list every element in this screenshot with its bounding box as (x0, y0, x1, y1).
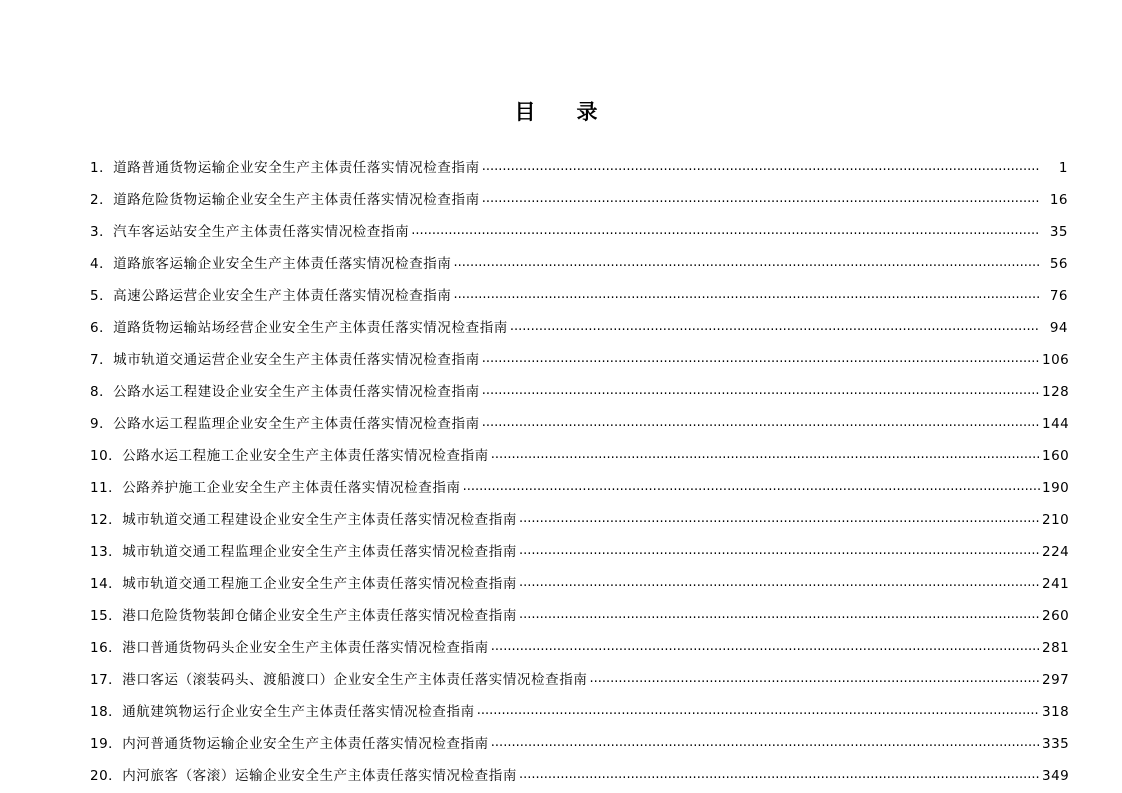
toc-entry-page-number: 106 (1042, 352, 1070, 368)
toc-entry[interactable] (0, 578, 1122, 610)
toc-entry-title: 通航建筑物运行企业安全生产主体责任落实情况检查指南 (122, 704, 475, 720)
toc-entry-title: 道路货物运输站场经营企业安全生产主体责任落实情况检查指南 (113, 320, 508, 336)
toc-leader-dots (477, 704, 1040, 717)
toc-entry-number: 8． (90, 384, 114, 400)
page-title: 目 录 (514, 100, 608, 124)
toc-entry-page-number: 241 (1042, 576, 1070, 592)
toc-leader-dots (454, 288, 1041, 301)
toc-entry-page-number: 349 (1042, 768, 1070, 784)
toc-entry-page-number: 128 (1042, 384, 1070, 400)
toc-entry-title: 汽车客运站安全生产主体责任落实情况检查指南 (113, 224, 410, 240)
toc-entry-number: 6． (90, 320, 114, 336)
toc-entry[interactable] (0, 322, 1122, 354)
toc-entry[interactable] (0, 610, 1122, 642)
toc-entry-number: 15． (90, 608, 123, 624)
toc-entry-title: 内河普通货物运输企业安全生产主体责任落实情况检查指南 (122, 736, 489, 752)
toc-entry-page-number: 56 (1049, 256, 1068, 272)
toc-entry-title: 港口危险货物装卸仓储企业安全生产主体责任落实情况检查指南 (122, 608, 517, 624)
toc-entry-title: 港口普通货物码头企业安全生产主体责任落实情况检查指南 (122, 640, 489, 656)
toc-entry-number: 20． (90, 768, 123, 784)
toc-entry-title: 高速公路运营企业安全生产主体责任落实情况检查指南 (113, 288, 452, 304)
toc-entry-page-number: 1 (1058, 160, 1068, 176)
toc-entry-page-number: 16 (1049, 192, 1068, 208)
toc-leader-dots (519, 576, 1040, 589)
toc-entry-number: 2． (90, 192, 114, 208)
toc-entry-page-number: 297 (1042, 672, 1070, 688)
toc-entry-number: 10． (90, 448, 123, 464)
toc-entry-page-number: 260 (1042, 608, 1070, 624)
toc-entry[interactable] (0, 194, 1122, 226)
toc-entry[interactable] (0, 354, 1122, 386)
toc-leader-dots (519, 768, 1040, 781)
toc-entry[interactable] (0, 770, 1122, 793)
toc-leader-dots (482, 352, 1040, 365)
toc-leader-dots (411, 224, 1040, 237)
toc-entry-title: 城市轨道交通工程施工企业安全生产主体责任落实情况检查指南 (122, 576, 517, 592)
toc-entry-title: 道路危险货物运输企业安全生产主体责任落实情况检查指南 (113, 192, 480, 208)
toc-entry-title: 城市轨道交通运营企业安全生产主体责任落实情况检查指南 (113, 352, 480, 368)
toc-entry[interactable] (0, 482, 1122, 514)
toc-entry[interactable] (0, 514, 1122, 546)
toc-entry-title: 港口客运（滚装码头、渡船渡口）企业安全生产主体责任落实情况检查指南 (122, 672, 588, 688)
toc-entry-number: 16． (90, 640, 123, 656)
toc-entry-title: 公路水运工程施工企业安全生产主体责任落实情况检查指南 (122, 448, 489, 464)
toc-leader-dots (482, 416, 1040, 429)
toc-entry-number: 3． (90, 224, 114, 240)
toc-entry-number: 14． (90, 576, 123, 592)
toc-leader-dots (510, 320, 1040, 333)
toc-entry-number: 5． (90, 288, 114, 304)
toc-entry[interactable] (0, 642, 1122, 674)
toc-entry[interactable] (0, 162, 1122, 194)
toc-entry-number: 1． (90, 160, 114, 176)
toc-entry[interactable] (0, 386, 1122, 418)
toc-entry-page-number: 76 (1049, 288, 1068, 304)
toc-entry-number: 4． (90, 256, 114, 272)
table-of-contents (0, 162, 1122, 793)
toc-leader-dots (463, 480, 1040, 493)
toc-entry[interactable] (0, 706, 1122, 738)
toc-entry-page-number: 144 (1042, 416, 1070, 432)
toc-leader-dots (482, 384, 1040, 397)
toc-entry-title: 公路养护施工企业安全生产主体责任落实情况检查指南 (122, 480, 461, 496)
toc-entry[interactable] (0, 738, 1122, 770)
toc-leader-dots (491, 736, 1040, 749)
toc-entry-number: 9． (90, 416, 114, 432)
toc-entry-page-number: 318 (1042, 704, 1070, 720)
toc-entry-page-number: 281 (1042, 640, 1070, 656)
toc-entry-page-number: 160 (1042, 448, 1070, 464)
toc-entry-page-number: 35 (1049, 224, 1068, 240)
toc-entry[interactable] (0, 226, 1122, 258)
toc-entry[interactable] (0, 290, 1122, 322)
toc-leader-dots (454, 256, 1041, 269)
toc-entry-page-number: 210 (1042, 512, 1070, 528)
toc-entry-title: 内河旅客（客滚）运输企业安全生产主体责任落实情况检查指南 (122, 768, 517, 784)
toc-leader-dots (590, 672, 1041, 685)
toc-entry-page-number: 94 (1049, 320, 1068, 336)
toc-entry-page-number: 335 (1042, 736, 1070, 752)
toc-leader-dots (519, 608, 1040, 621)
toc-entry[interactable] (0, 674, 1122, 706)
toc-entry-page-number: 224 (1042, 544, 1070, 560)
toc-entry-number: 11． (90, 480, 123, 496)
toc-entry[interactable] (0, 546, 1122, 578)
toc-entry-page-number: 190 (1042, 480, 1070, 496)
toc-leader-dots (491, 448, 1040, 461)
toc-leader-dots (491, 640, 1040, 653)
toc-leader-dots (482, 192, 1040, 205)
toc-leader-dots (519, 544, 1040, 557)
toc-entry-title: 城市轨道交通工程建设企业安全生产主体责任落实情况检查指南 (122, 512, 517, 528)
toc-entry-title: 城市轨道交通工程监理企业安全生产主体责任落实情况检查指南 (122, 544, 517, 560)
toc-entry[interactable] (0, 418, 1122, 450)
toc-entry-title: 公路水运工程监理企业安全生产主体责任落实情况检查指南 (113, 416, 480, 432)
toc-entry-number: 13． (90, 544, 123, 560)
toc-entry-number: 17． (90, 672, 123, 688)
toc-entry[interactable] (0, 450, 1122, 482)
toc-entry-title: 道路普通货物运输企业安全生产主体责任落实情况检查指南 (113, 160, 480, 176)
toc-entry-title: 道路旅客运输企业安全生产主体责任落实情况检查指南 (113, 256, 452, 272)
toc-entry-number: 18． (90, 704, 123, 720)
toc-entry-number: 12． (90, 512, 123, 528)
toc-entry-number: 19． (90, 736, 123, 752)
toc-leader-dots (482, 160, 1040, 173)
toc-entry-title: 公路水运工程建设企业安全生产主体责任落实情况检查指南 (113, 384, 480, 400)
toc-entry[interactable] (0, 258, 1122, 290)
toc-entry-number: 7． (90, 352, 114, 368)
toc-leader-dots (519, 512, 1040, 525)
